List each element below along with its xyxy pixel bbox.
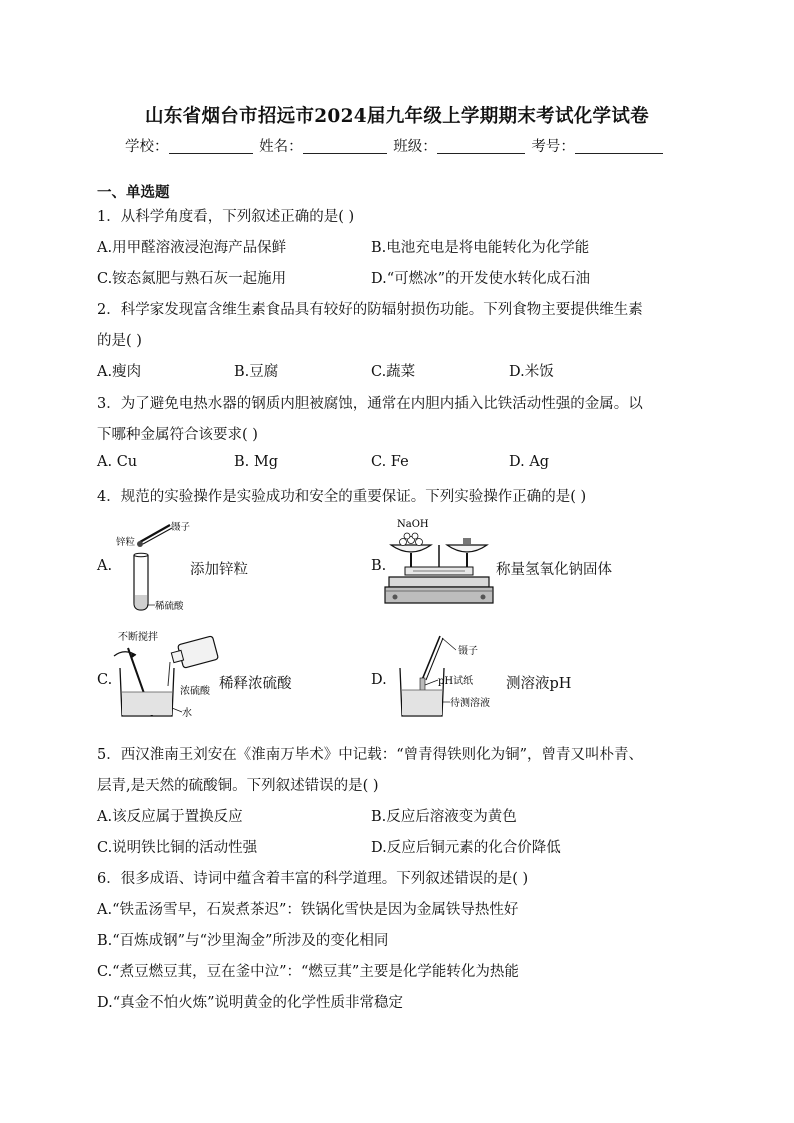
question-2-option-c[interactable]: C.蔬菜 — [371, 364, 416, 380]
question-3-option-a[interactable]: A. Cu — [97, 454, 138, 470]
question-4-option-b-letter[interactable]: B. — [371, 558, 387, 574]
class-blank[interactable] — [437, 139, 525, 154]
question-4-option-a-caption: 添加锌粒 — [190, 562, 248, 578]
question-1-option-d[interactable]: D.“可燃冰”的开发使水转化成石油 — [371, 271, 591, 287]
question-2-stem-line2: 的是( ) — [97, 333, 142, 349]
question-5-option-d[interactable]: D.反应后铜元素的化合价降低 — [371, 840, 561, 856]
question-3-option-c[interactable]: C. Fe — [371, 454, 409, 470]
test-solution-label: 待测溶液 — [450, 698, 490, 709]
question-2-option-b[interactable]: B.豆腐 — [234, 364, 279, 380]
question-3-stem-line1: 3．为了避免电热水器的钢质内胆被腐蚀，通常在内胆内插入比铁活动性强的金属。以 — [97, 396, 643, 412]
diluting-acid-diagram — [110, 628, 235, 720]
exam-title: 山东省烟台市招远市2024届九年级上学期期末考试化学试卷 — [145, 106, 649, 127]
ph-test-diagram — [392, 630, 512, 722]
question-4-stem: 4．规范的实验操作是实验成功和安全的重要保证。下列实验操作正确的是( ) — [97, 489, 587, 505]
student-info-line — [125, 135, 665, 156]
question-5-stem-line2: 层青,是天然的硫酸铜。下列叙述错误的是( ) — [97, 778, 379, 794]
conc-acid-label: 浓硫酸 — [180, 686, 210, 697]
question-6-option-a[interactable]: A.“铁盂汤雪早，石炭煮茶迟”：铁锅化雪快是因为金属铁导热性好 — [97, 902, 519, 918]
question-5-option-b[interactable]: B.反应后溶液变为黄色 — [371, 809, 517, 825]
exam-no-label: 考号： — [531, 139, 575, 155]
question-6-option-d[interactable]: D.“真金不怕火炼”说明黄金的化学性质非常稳定 — [97, 995, 404, 1011]
tweezers-icon — [140, 525, 170, 542]
tweezers-label: 镊子 — [171, 522, 191, 533]
question-3-option-b[interactable]: B. Mg — [234, 454, 279, 470]
ph-paper-label: pH试纸 — [438, 676, 474, 687]
name-blank[interactable] — [303, 139, 387, 154]
question-5-stem-line1: 5．西汉淮南王刘安在《淮南万毕术》中记载：“曾青得铁则化为铜”，曾青又叫朴青、 — [97, 747, 644, 763]
d-tweezers-label: 镊子 — [458, 646, 478, 657]
question-5-option-c[interactable]: C.说明铁比铜的活动性强 — [97, 840, 258, 856]
question-6-stem: 6．很多成语、诗词中蕴含着丰富的科学道理。下列叙述错误的是( ) — [97, 871, 529, 887]
question-1-option-c[interactable]: C.铵态氮肥与熟石灰一起施用 — [97, 271, 287, 287]
question-4-option-c-letter[interactable]: C. — [97, 672, 113, 688]
question-5-option-a[interactable]: A.该反应属于置换反应 — [97, 809, 243, 825]
question-1-option-b[interactable]: B.电池充电是将电能转化为化学能 — [371, 240, 590, 256]
question-4-option-d-caption: 测溶液pH — [506, 676, 572, 692]
question-2-stem-line1: 2．科学家发现富含维生素食品具有较好的防辐射损伤功能。下列食物主要提供维生素 — [97, 302, 643, 318]
balance-diagram — [383, 515, 495, 607]
keep-stirring-label: 不断搅拌 — [118, 632, 158, 643]
question-3-stem-line2: 下哪种金属符合该要求( ) — [97, 427, 258, 443]
question-6-option-b[interactable]: B.“百炼成钢”与“沙里淘金”所涉及的变化相同 — [97, 933, 389, 949]
question-2-option-a[interactable]: A.瘦肉 — [97, 364, 142, 380]
question-6-option-c[interactable]: C.“煮豆燃豆萁，豆在釜中泣”：“燃豆萁”主要是化学能转化为热能 — [97, 964, 519, 980]
question-4-option-c-caption: 稀释浓硫酸 — [219, 676, 292, 692]
question-1-option-a[interactable]: A.用甲醛溶液浸泡海产品保鲜 — [97, 240, 287, 256]
section-title: 一、单选题 — [97, 184, 170, 201]
question-4-option-b-caption: 称量氢氧化钠固体 — [496, 562, 612, 578]
exam-no-blank[interactable] — [575, 139, 663, 154]
school-label: 学校： — [125, 139, 169, 155]
question-2-option-d[interactable]: D.米饭 — [509, 364, 554, 380]
name-label: 姓名： — [259, 139, 303, 155]
zinc-label: 锌粒 — [116, 537, 136, 548]
adding-zinc-diagram — [110, 515, 200, 615]
school-blank[interactable] — [169, 139, 253, 154]
question-1-stem: 1．从科学角度看，下列叙述正确的是( ) — [97, 209, 355, 225]
dilute-acid-label: 稀硫酸 — [155, 601, 184, 612]
water-label: 水 — [182, 708, 192, 719]
class-label: 班级： — [393, 139, 437, 155]
question-4-option-d-letter[interactable]: D. — [371, 672, 387, 688]
question-3-option-d[interactable]: D. Ag — [509, 454, 550, 470]
question-4-option-a-letter[interactable]: A. — [97, 558, 113, 574]
naoh-label: NaOH — [397, 519, 429, 530]
